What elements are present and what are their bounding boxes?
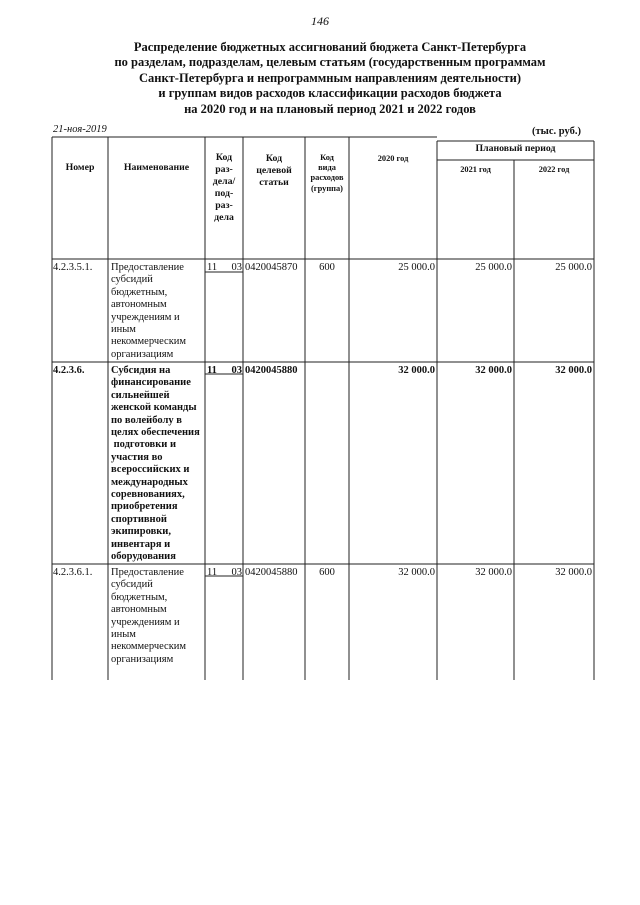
header-expense-line: расходов (310, 173, 344, 183)
header-name: Наименование (123, 162, 190, 173)
row-subsection: 03 (231, 567, 242, 578)
name-line: инвентаря и (111, 538, 171, 550)
row-2022-value: 32 000.0 (555, 567, 592, 578)
row-2022-value: 25 000.0 (555, 262, 592, 273)
row-name (111, 365, 205, 564)
name-line: соревнованиях, (111, 489, 185, 501)
row-name (111, 262, 205, 361)
name-line: приобретения (111, 501, 178, 513)
name-line: экипировки, (111, 526, 171, 538)
name-line: участия во (111, 451, 163, 463)
name-line: оборудования (111, 551, 176, 563)
name-line: спортивной (111, 513, 167, 525)
name-line: всероссийских и (111, 464, 190, 476)
header-section-line: Код (215, 152, 233, 163)
header-target-line: статьи (259, 177, 289, 188)
header-planned-period: Плановый период (475, 143, 556, 154)
name-line: сильнейшей (111, 389, 170, 401)
name-line: учреждениям и (111, 616, 180, 628)
name-line: некоммерческим (111, 336, 187, 348)
header-section-line: раз- (215, 164, 233, 175)
name-line: автономным (111, 299, 167, 311)
header-section-line: дела (214, 212, 234, 223)
document-date: 21-ноя-2019 (53, 124, 107, 135)
header-target-code (243, 153, 305, 189)
name-line: целях обеспечения (111, 427, 200, 439)
name-line: Субсидия на (111, 365, 171, 376)
header-expense-code (305, 153, 349, 194)
name-line: субсидий (111, 579, 153, 591)
page-number: 146 (311, 14, 329, 28)
row-expense-code: 600 (319, 567, 335, 578)
row-2020-value: 32 000.0 (398, 567, 435, 578)
name-line: бюджетным, (111, 286, 168, 298)
row-2021-value: 32 000.0 (475, 567, 512, 578)
header-2021: 2021 год (460, 165, 491, 174)
row-section: 11 (207, 365, 217, 376)
row-2022-value: 32 000.0 (555, 365, 592, 376)
row-2021-value: 32 000.0 (475, 365, 512, 376)
row-subsection: 03 (231, 365, 242, 376)
row-section: 11 (207, 262, 218, 273)
header-section-line: под- (214, 188, 234, 199)
row-number: 4.2.3.5.1. (53, 262, 93, 273)
name-line: по волейболу в (111, 414, 182, 426)
row-2020-value: 25 000.0 (398, 262, 435, 273)
header-target-line: Код (265, 153, 283, 164)
title-line: Распределение бюджетных ассигнований бюджета Санкт-Петербурга (133, 40, 527, 54)
name-line: автономным (111, 604, 167, 616)
name-line: организациям (111, 653, 174, 665)
row-target-code: 0420045880 (245, 365, 298, 376)
row-name (111, 567, 205, 666)
name-line: женской команды (111, 402, 197, 414)
name-line: субсидий (111, 274, 153, 286)
header-expense-line: Код (320, 153, 334, 162)
name-line: иным (111, 629, 136, 641)
name-line: финансирование (111, 377, 191, 389)
row-number: 4.2.3.6. (53, 365, 85, 376)
header-target-line: целевой (256, 165, 292, 176)
header-section-code (205, 152, 243, 224)
title-line: по разделам, подразделам, целевым статьям (государственным программам (114, 55, 546, 70)
row-expense-code: 600 (319, 262, 335, 273)
header-number: Номер (65, 162, 95, 173)
name-line: Предоставление (111, 567, 184, 578)
header-section-line: дела/ (212, 176, 236, 187)
row-subsection: 03 (231, 262, 242, 273)
row-target-code: 0420045880 (245, 567, 298, 578)
header-expense-line: вида (318, 163, 336, 173)
name-line: бюджетным, (111, 591, 168, 603)
row-target-code: 0420045870 (245, 262, 298, 273)
title-line: и группам видов расходов классификации расходов бюджета (158, 86, 502, 101)
name-line: международных (111, 476, 188, 488)
header-2022: 2022 год (538, 165, 570, 174)
name-line: подготовки и (111, 439, 177, 451)
name-line: иным (111, 324, 136, 336)
name-line: Предоставление (111, 262, 184, 273)
row-2021-value: 25 000.0 (475, 262, 512, 273)
name-line: учреждениям и (111, 311, 180, 323)
header-section-line: раз- (215, 200, 233, 211)
title-line: Санкт-Петербурга и непрограммным направлениям деятельности) (138, 70, 521, 85)
row-section: 11 (207, 567, 218, 578)
header-2020: 2020 год (377, 154, 409, 163)
document-title (80, 40, 580, 117)
row-number: 4.2.3.6.1. (53, 567, 93, 578)
units-label: (тыс. руб.) (532, 126, 581, 137)
header-expense-line: (группа) (311, 183, 343, 193)
name-line: организациям (111, 348, 174, 360)
name-line: некоммерческим (111, 641, 187, 653)
row-2020-value: 32 000.0 (398, 365, 435, 376)
title-line: на 2020 год и на плановый период 2021 и 2022 годов (184, 101, 476, 116)
